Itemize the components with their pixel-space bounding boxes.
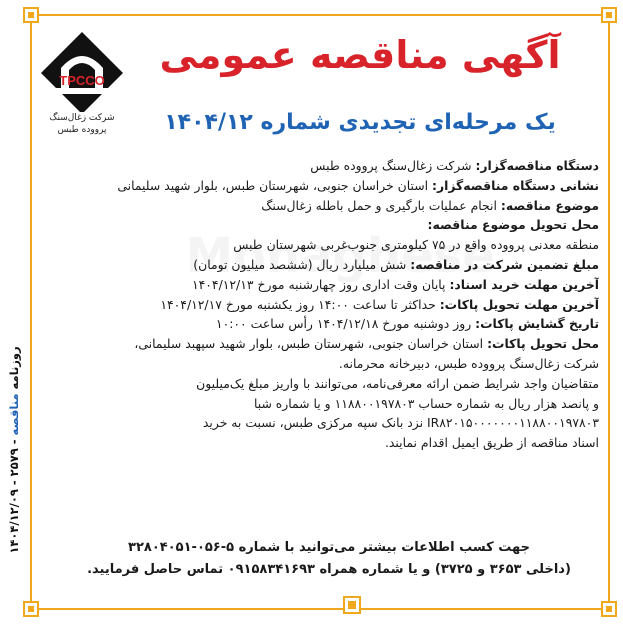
newspaper-brand: مناقصه (7, 393, 21, 436)
newspaper-side-strip (0, 285, 28, 615)
paragraph-line: IR۸۲۰۱۵۰۰۰۰۰۰۰۱۱۸۸۰۰۱۹۷۸۰۳ نزد بانک سپه مرکزی طبس، نسبت به خرید (202, 415, 599, 431)
notice-title: آگهی مناقصه عمومی (159, 33, 561, 77)
detail-value: شرکت زغال‌سنگ پرووده طبس (310, 158, 476, 173)
newspaper-prefix: روزنامه (7, 346, 21, 390)
detail-value: منطقه معدنی پرووده واقع در ۷۵ کیلومتری جنوب‌غربی شهرستان طبس (233, 237, 599, 253)
detail-value: پایان وقت اداری روز چهارشنبه مورخ ۱۴۰۴/۱۲/۱۳ (191, 276, 450, 292)
detail-value: استان خراسان جنوبی، شهرستان طبس، بلوار شهید سپهبد سلیمانی، (134, 336, 488, 352)
frame-corner-top-left (23, 7, 39, 23)
detail-label: محل تحویل پاکات: (487, 336, 599, 352)
detail-line (59, 275, 599, 295)
detail-label: تاریخ گشایش پاکات: (475, 316, 599, 332)
contact-info (59, 537, 599, 581)
detail-label: نشانی دستگاه مناقصه‌گزار: (432, 177, 599, 193)
detail-value: روز دوشنبه مورخ ۱۴۰۴/۱۲/۱۸ رأس ساعت ۱۰:۰۰ (215, 316, 476, 332)
detail-value: انجام عملیات بارگیری و حمل باطله زغال‌سنگ (261, 197, 501, 213)
paragraph-line: متقاضیان واجد شرایط ضمن ارائه معرفی‌نامه، می‌توانند با واریز مبلغ یک‌میلیون (196, 375, 599, 391)
detail-line (59, 235, 599, 255)
detail-line (59, 334, 599, 354)
purchase-instructions (59, 374, 599, 453)
logo-caption-line1: شرکت زغال‌سنگ (49, 113, 115, 123)
frame-bottom-ornament (343, 596, 361, 614)
detail-line (59, 354, 599, 374)
tpcco-logo-icon (39, 30, 125, 112)
contact-line: (داخلی ۳۶۵۳ و ۳۷۲۵) و یا شماره همراه ۰۹۱۵۸۳۴۱۶۹۳ تماس حاصل فرمایید. (87, 562, 571, 577)
detail-value: شرکت زغال‌سنگ پرووده طبس، دبیرخانه محرمانه. (338, 355, 599, 371)
frame-corner-bottom-right (601, 601, 617, 617)
detail-line (59, 215, 599, 235)
notice-body (59, 156, 599, 453)
contact-line: جهت کسب اطلاعات بیشتر می‌توانید با شماره ۵-۰۵۶-۳۲۸۰۴۰۵۱ (128, 540, 530, 555)
logo-abbr: TPCCO (59, 73, 105, 88)
newspaper-issue-label (7, 346, 21, 553)
logo-caption-line2: پرووده طبس (57, 125, 107, 135)
detail-label: محل تحویل موضوع مناقصه: (427, 217, 599, 233)
detail-value: استان خراسان جنوبی، شهرستان طبس، بلوار شهید سلیمانی (117, 177, 433, 193)
detail-label: مبلغ تضمین شرکت در مناقصه: (410, 256, 599, 272)
detail-line (59, 196, 599, 216)
company-logo (34, 30, 130, 136)
detail-line (59, 314, 599, 334)
detail-line (59, 176, 599, 196)
paragraph-line: اسناد مناقصه از طریق ایمیل اقدام نمایند. (384, 435, 599, 451)
detail-value: حداکثر تا ساعت ۱۴:۰۰ روز یکشنبه مورخ ۱۴۰۴/۱۲/۱۷ (160, 296, 440, 312)
detail-label: دستگاه مناقصه‌گزار: (475, 158, 599, 173)
detail-label: آخرین مهلت تحویل پاکات: (439, 296, 599, 312)
detail-value: شش میلیارد ریال (ششصد میلیون تومان) (193, 256, 411, 272)
newspaper-issue: - ۲۵۷۹ - ۱۴۰۴/۱۲/۰۹ (7, 439, 21, 554)
detail-label: آخرین مهلت خرید اسناد: (449, 276, 599, 292)
detail-line (59, 156, 599, 176)
detail-label: موضوع مناقصه: (500, 197, 599, 213)
notice-subtitle: یک مرحله‌ای تجدیدی شماره ۱۴۰۴/۱۲ (164, 110, 556, 135)
detail-line (59, 295, 599, 315)
frame-corner-top-right (601, 7, 617, 23)
paragraph-line: و پانصد هزار ریال به شماره حساب ۱۱۸۸۰۰۱۹۷۸۰۳ و یا شماره شبا (253, 395, 599, 411)
detail-line (59, 255, 599, 275)
